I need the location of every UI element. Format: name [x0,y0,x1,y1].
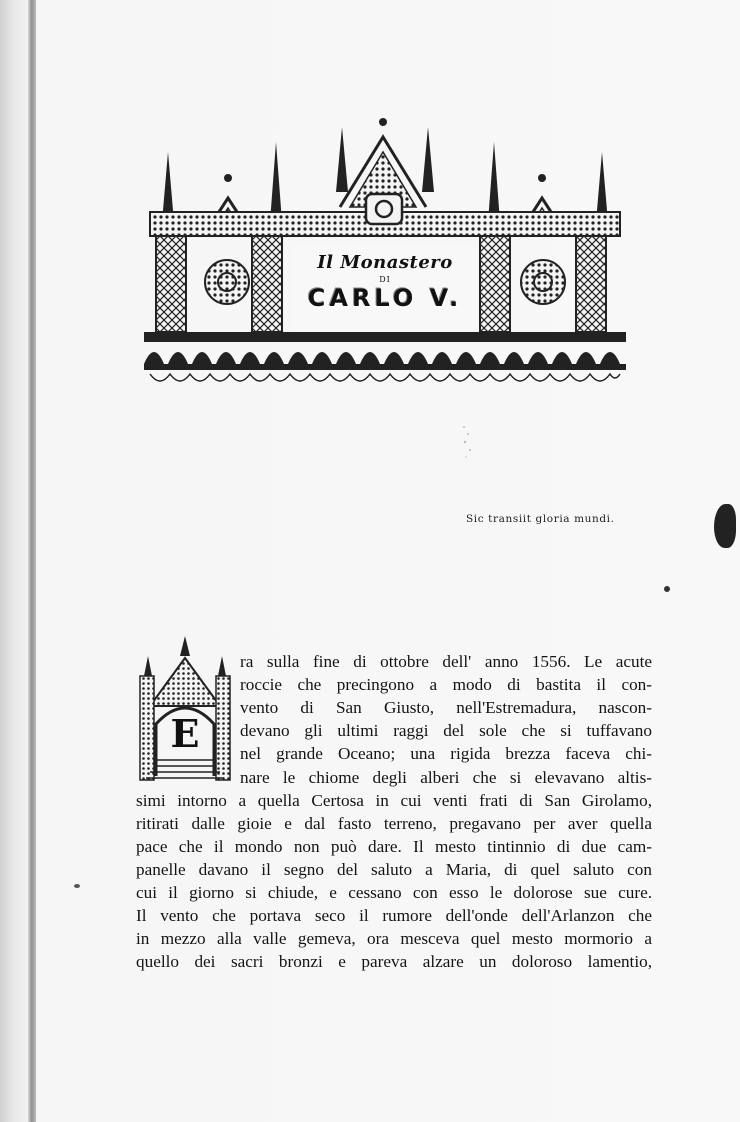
text-line-content: vento di San Giusto, nell'Estremadura, nascon- [240,698,652,718]
text-line-content: Il vento che portava seco il rumore dell'onde dell'Arlanzon che [136,906,652,926]
text-line [136,812,652,835]
text-line [136,927,652,950]
ink-blot [714,504,736,548]
epigraph: Sic transiit gloria mundi. [466,513,615,525]
text-line [240,650,652,673]
text-line-content: devano gli ultimi raggi del sole che si tuffavano [240,721,652,741]
text-line [136,858,652,881]
ink-dot-small [74,884,80,888]
text-line [240,696,652,719]
text-line [240,766,652,789]
text-line-content: ritirati dalle gioie e dal fasto terreno, pregavano per aver quella [136,813,652,833]
title-line-carlo: CARLO V. [307,284,463,312]
drop-cap-letter: E [165,712,205,756]
text-line-content: nare le chiome degli alberi che si elevavano altis- [240,767,652,787]
text-line-content: cui il giorno si chiude, e cessano con esso le dolorose sue cure. [136,883,652,902]
text-line-content: panelle davano il segno del saluto a Maria, di quel saluto con [136,859,652,879]
text-line [136,835,652,858]
text-line-content: quello dei sacri bronzi e pareva alzare un doloroso lamentio, [136,952,652,972]
book-spine-shadow [28,0,36,1122]
text-line [240,673,652,696]
chapter-title [295,252,475,312]
text-line [136,789,652,812]
decorated-initial-frame [136,636,234,782]
title-line-di: DI [379,275,391,284]
text-line [240,719,652,742]
text-line [136,881,652,904]
title-line-monastero: Il Monastero [317,252,453,273]
dust-marks [460,422,474,462]
text-line-content: simi intorno a quella Certosa in cui venti frati di San Girolamo, [136,790,652,810]
text-line [136,950,652,973]
text-line-content: in mezzo alla valle gemeva, ora mesceva quel mesto mormorio a [136,929,652,949]
text-line-content: roccie che precingono a modo di bastita il con- [240,675,652,695]
text-line-content: nel grande Oceano; una rigida brezza faceva chi- [240,744,652,764]
text-line [136,904,652,927]
text-line [240,742,652,765]
ink-dot [664,586,670,592]
text-line-content: pace che il mondo non può dare. Il mesto tintinnio di due cam- [136,836,652,856]
text-line-content: ra sulla fine di ottobre dell' anno 1556. Le acute [240,652,652,671]
